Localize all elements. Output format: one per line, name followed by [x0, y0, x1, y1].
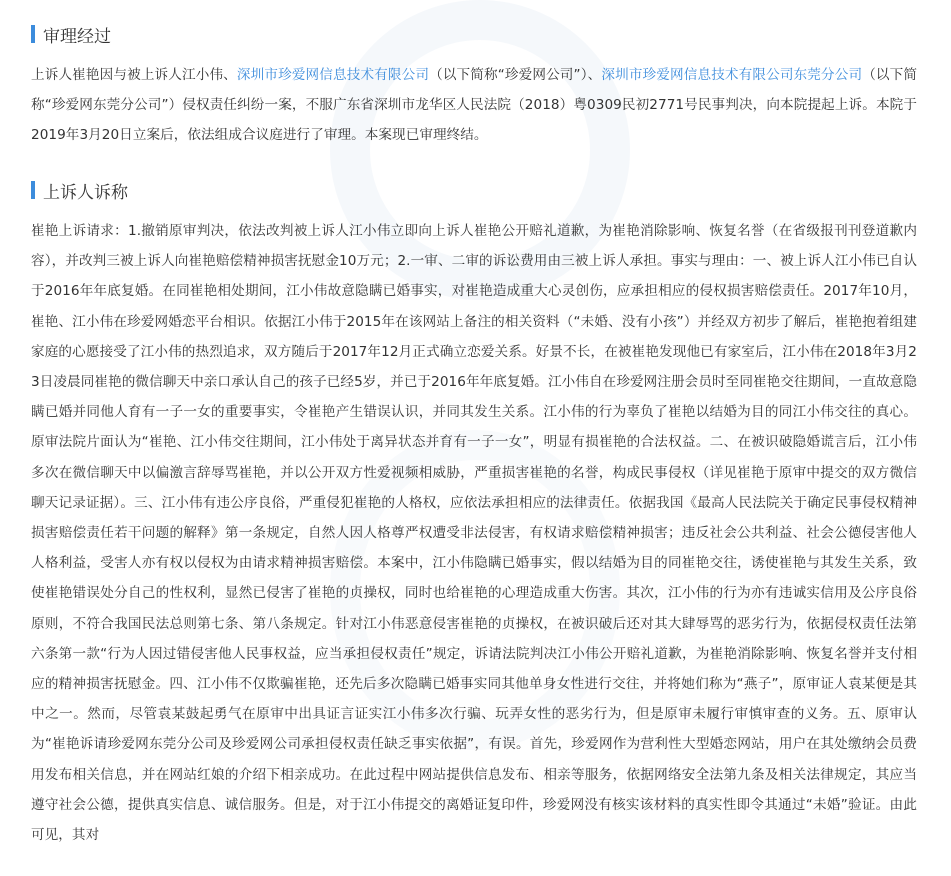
section-title-text: 上诉人诉称: [43, 182, 128, 203]
title-accent-bar: [31, 25, 35, 43]
company-link-zhenai-dongguan[interactable]: 深圳市珍爱网信息技术有限公司东莞分公司: [601, 67, 863, 83]
section-title-text: 审理经过: [43, 26, 111, 47]
company-link-zhenai[interactable]: 深圳市珍爱网信息技术有限公司: [236, 67, 430, 83]
section-title-appellant-claims: [31, 179, 128, 201]
section-title-trial-process: [31, 23, 111, 45]
trial-process-paragraph: 上诉人崔艳因与被上诉人江小伟、深圳市珍爱网信息技术有限公司（以下简称“珍爱网公司”）、深圳市珍爱网信息技术有限公司东莞分公司（以下简称“珍爱网东莞分公司”）侵权责任纠纷一案，不服广东省深圳市龙华区人民法院（2018）粤0309民初2771号民事判决，向本院提起上诉。本院于2019年3月20日立案后，依法组成合议庭进行了审理。本案现已审理终结。: [31, 67, 918, 144]
title-accent-bar: [31, 181, 35, 199]
appellant-claims-paragraph: 崔艳上诉请求：1.撤销原审判决，依法改判被上诉人江小伟立即向上诉人崔艳公开赔礼道歉，为崔艳消除影响、恢复名誉（在省级报刊刊登道歉内容），并改判三被上诉人向崔艳赔偿精神损害抚慰金10万元；2.一审、二审的诉讼费用由三被上诉人承担。事实与理由：一、被上诉人江小伟已自认于2016年年底复婚。在同崔艳相处期间，江小伟故意隐瞒已婚事实，对崔艳造成重大心灵创伤，应承担相应的侵权损害赔偿责任。2017年10月，崔艳、江小伟在珍爱网婚恋平台相识。依据江小伟于2015年在该网站上备注的相关资料（“未婚、没有小孩”）并经双方初步了解后，崔艳抱着组建家庭的心愿接受了江小伟的热烈追求，双方随后于2017年12月正式确立恋爱关系。好景不长，在被崔艳发现他已有家室后，江小伟在2018年3月23日凌晨同崔艳的微信聊天中亲口承认自己的孩子已经5岁，并已于2016年年底复婚。江小伟自在珍爱网注册会员时至同崔艳交往期间，一直故意隐瞒已婚并同他人育有一子一女的重要事实，令崔艳产生错误认识，并同其发生关系。江小伟的行为辜负了崔艳以结婚为目的同江小伟交往的真心。原审法院片面认为“崔艳、江小伟交往期间，江小伟处于离异状态并育有一子一女”，明显有损崔艳的合法权益。二、在被识破隐婚谎言后，江小伟多次在微信聊天中以偏激言辞辱骂崔艳，并以公开双方性爱视频相威胁，严重损害崔艳的名誉，构成民事侵权（详见崔艳于原审中提交的双方微信聊天记录证据）。三、江小伟有违公序良俗，严重侵犯崔艳的人格权，应依法承担相应的法律责任。依据我国《最高人民法院关于确定民事侵权精神损害赔偿责任若干问题的解释》第一条规定，自然人因人格尊严权遭受非法侵害，有权请求赔偿精神损害；违反社会公共利益、社会公德侵害他人人格利益，受害人亦有权以侵权为由请求精神损害赔偿。本案中，江小伟隐瞒已婚事实，假以结婚为目的同崔艳交往，诱使崔艳与其发生关系，致使崔艳错误处分自己的性权利，显然已侵害了崔艳的贞操权，同时也给崔艳的心理造成重大伤害。其次，江小伟的行为亦有违诚实信用及公序良俗原则，不符合我国民法总则第七条、第八条规定。针对江小伟恶意侵害崔艳的贞操权，在被识破后还对其大肆辱骂的恶劣行为，依据侵权责任法第六条第一款“行为人因过错侵害他人民事权益，应当承担侵权责任”规定，诉请法院判决江小伟公开赔礼道歉，为崔艳消除影响、恢复名誉并支付相应的精神损害抚慰金。四、江小伟不仅欺骗崔艳，还先后多次隐瞒已婚事实同其他单身女性进行交往，并将她们称为“燕子”，原审证人袁某便是其中之一。然而，尽管袁某鼓起勇气在原审中出具证言证实江小伟多次行骗、玩弄女性的恶劣行为，但是原审未履行审慎审查的义务。五、原审认为“崔艳诉请珍爱网东莞分公司及珍爱网公司承担侵权责任缺乏事实依据”，有误。首先，珍爱网作为营利性大型婚恋网站，用户在其处缴纳会员费用发布相关信息，并在网站红娘的介绍下相亲成功。在此过程中网站提供信息发布、相亲等服务，依据网络安全法第九条及相关法律规定，其应当遵守社会公德，提供真实信息、诚信服务。但是，对于江小伟提交的离婚证复印件，珍爱网没有核实该材料的真实性即令其通过“未婚”验证。由此可见，其对: [31, 223, 917, 844]
